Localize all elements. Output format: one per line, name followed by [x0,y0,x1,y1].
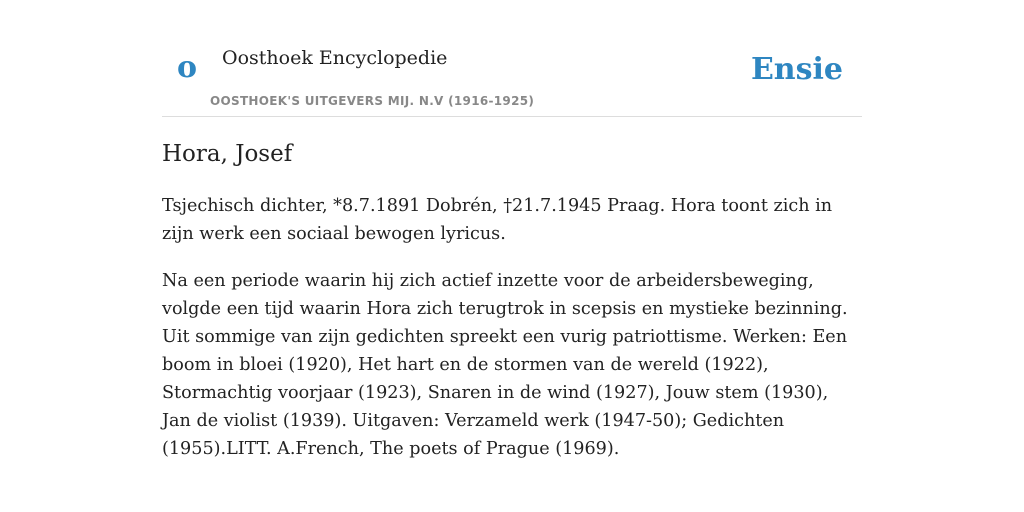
encyclopedia-title[interactable]: Oosthoek Encyclopedie [222,47,448,69]
ensie-logo[interactable]: Ensie [750,52,843,87]
article-paragraph: Tsjechisch dichter, *8.7.1891 Dobrén, †21.7.1945 Praag. Hora toont zich in zijn werk een sociaal bewogen lyricus. [162,196,833,244]
encyclopedia-header [162,0,862,117]
article-title: Hora, Josef [162,141,293,167]
encyclopedia-logo[interactable]: o [177,50,198,85]
article-card [162,0,862,512]
publisher-line: OOSTHOEK'S UITGEVERS MIJ. N.V (1916-1925) [210,94,535,108]
article-body [162,192,862,482]
article-paragraph: Na een periode waarin hij zich actief inzette voor de arbeidersbeweging, volgde een tijd waarin Hora zich terugtrok in scepsis en mystieke bezinning. Uit sommige van zijn gedichten spreekt een vurig patriottisme. Werken: Een boom in bloei (1920), Het hart en de stormen van de wereld (1922), Stormachtig voorjaar (1923), Snaren in de wind (1927), Jouw stem (1930), Jan de violist (1939). Uitgaven: Verzameld werk (1947-50); Gedichten (1955).LITT. A.French, The poets of Prague (1969). [162,271,848,459]
